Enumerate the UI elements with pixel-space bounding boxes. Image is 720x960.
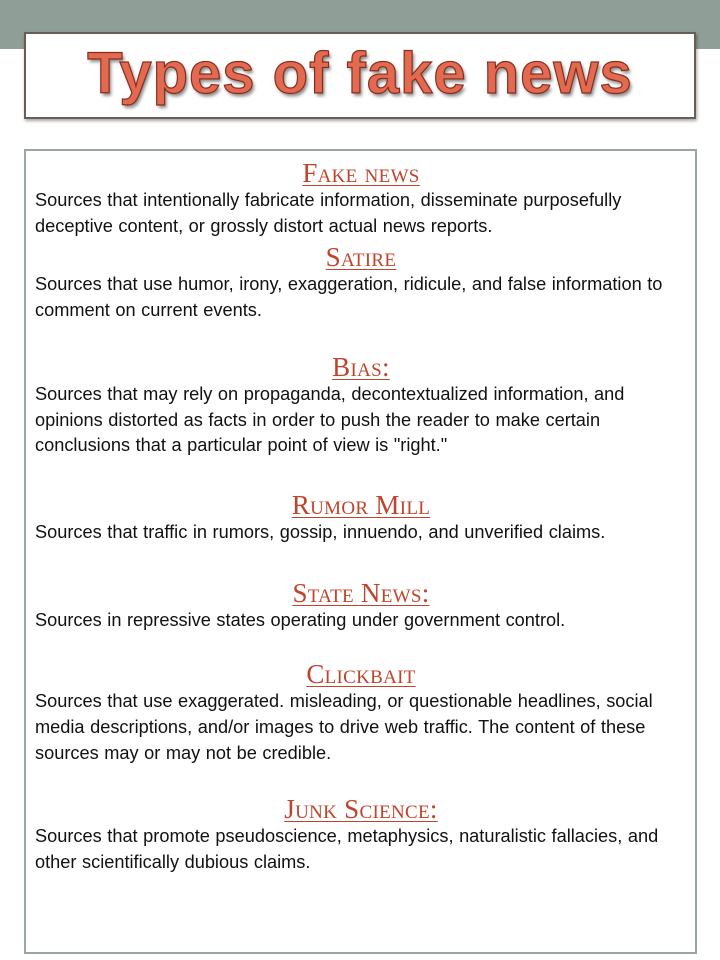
section-body: Sources that use exaggerated. misleading, or questionable headlines, social media descriptions, and/or images to drive web traffic. The content of these sources may or may not be credible. <box>35 691 653 763</box>
section-body: Sources that promote pseudoscience, metaphysics, naturalistic fallacies, and other scientifically dubious claims. <box>35 826 659 873</box>
section-satire <box>35 242 687 323</box>
section-heading: Satire <box>325 242 397 273</box>
section-heading: Rumor Mill <box>291 489 431 520</box>
section-heading: Junk Science: <box>284 794 438 825</box>
section-fake-news <box>35 158 687 239</box>
section-body: Sources in repressive states operating under government control. <box>35 609 566 630</box>
content-box <box>24 149 697 954</box>
section-body: Sources that use humor, irony, exaggeration, ridicule, and false information to comment on current events. <box>35 274 663 321</box>
section-rumor-mill <box>35 490 687 546</box>
section-heading: Bias: <box>332 351 390 382</box>
section-heading: State News: <box>292 577 430 608</box>
title-box <box>24 32 696 119</box>
section-clickbait <box>35 659 687 766</box>
section-body: Sources that may rely on propaganda, decontextualized information, and opinions distorted as facts in order to push the reader to make certain conclusions that a particular point of view is "right." <box>35 383 625 456</box>
section-body: Sources that intentionally fabricate information, disseminate purposefully deceptive content, or grossly distort actual news reports. <box>35 190 622 236</box>
section-junk-science <box>35 794 687 875</box>
section-heading: Clickbait <box>306 659 416 690</box>
page-title: Types of fake news <box>87 41 633 106</box>
section-heading: Fake news <box>302 158 420 188</box>
section-body: Sources that traffic in rumors, gossip, innuendo, and unverified claims. <box>35 521 606 542</box>
section-state-news <box>35 578 687 634</box>
section-bias <box>35 352 687 459</box>
